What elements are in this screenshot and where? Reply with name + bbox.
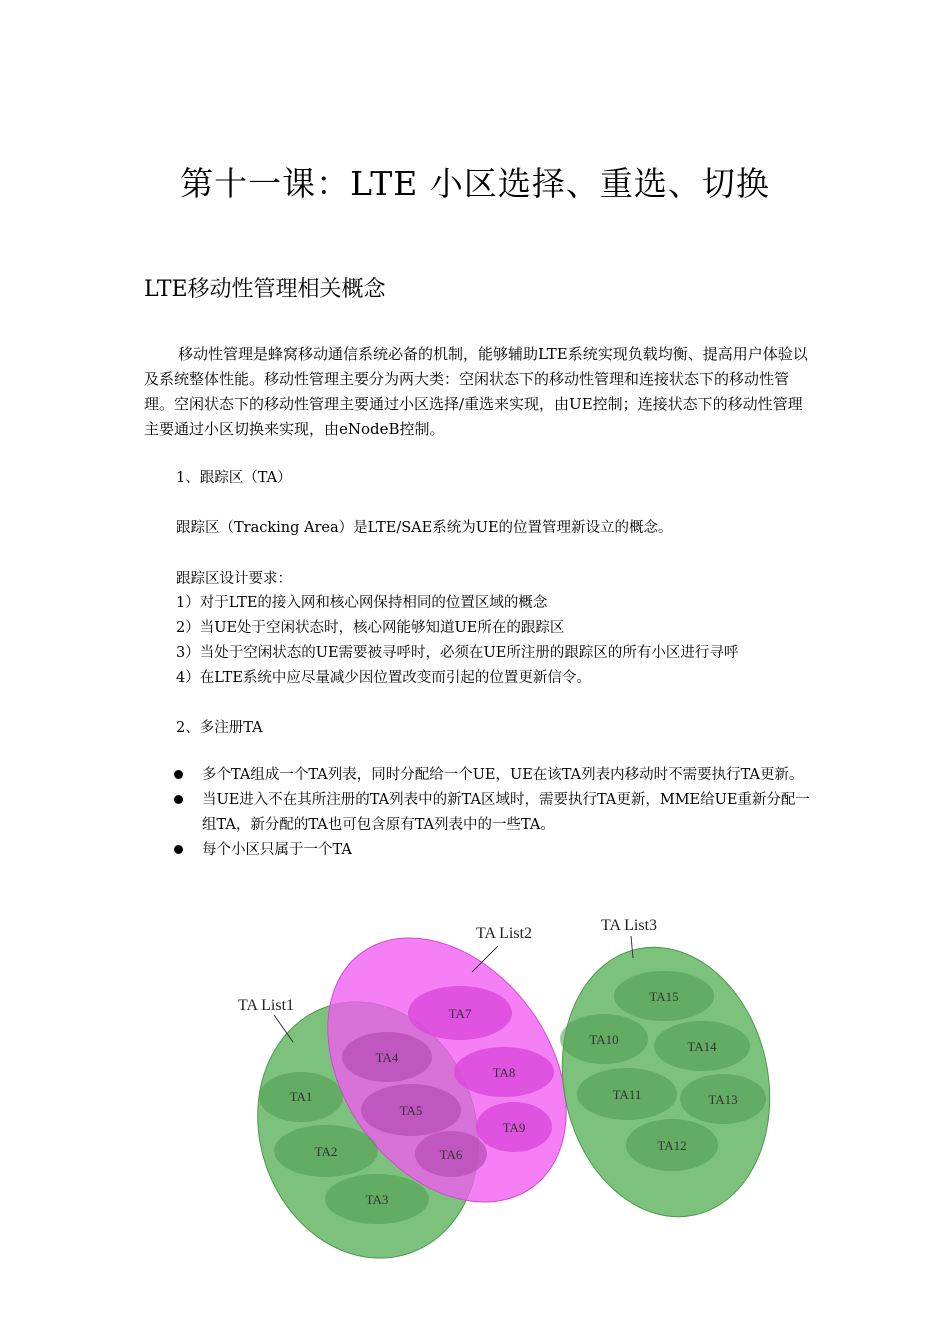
ta7-label: TA7 — [448, 1006, 472, 1021]
bullet-dot-icon — [174, 795, 183, 804]
ta5-label: TA5 — [399, 1103, 423, 1118]
ta-requirements-heading: 跟踪区设计要求： — [176, 571, 292, 587]
ta-heading: 1、跟踪区（TA） — [176, 470, 292, 486]
requirement-item: 2）当UE处于空闲状态时，核心网能够知道UE所在的跟踪区 — [176, 620, 565, 636]
ta12-label: TA12 — [657, 1138, 687, 1153]
bullet-item — [170, 763, 820, 788]
ta-list2-label: TA List2 — [475, 925, 533, 942]
bullet-dot-icon — [174, 770, 183, 779]
bullet-text: 每个小区只属于一个TA — [202, 842, 352, 858]
bullet-dot-icon — [174, 845, 183, 854]
ta6-label: TA6 — [439, 1147, 463, 1162]
ta-list1-label: TA List1 — [237, 997, 295, 1014]
requirement-item: 4）在LTE系统中应尽量减少因位置改变而引起的位置更新信令。 — [176, 670, 591, 686]
ta1-label: TA1 — [289, 1089, 313, 1104]
ta10-label: TA10 — [589, 1032, 619, 1047]
bullet-item — [170, 788, 820, 838]
ta8-label: TA8 — [492, 1065, 516, 1080]
ta2-label: TA2 — [314, 1144, 338, 1159]
requirement-item: 1）对于LTE的接入网和核心网保持相同的位置区域的概念 — [176, 595, 548, 611]
bullet-text: 多个TA组成一个TA列表，同时分配给一个UE，UE在该TA列表内移动时不需要执行TA更新。 — [202, 767, 804, 783]
ta11-label: TA11 — [612, 1087, 642, 1102]
multi-ta-heading: 2、多注册TA — [176, 720, 263, 736]
ta4-label: TA4 — [375, 1050, 399, 1065]
ta3-label: TA3 — [365, 1192, 389, 1207]
page-title: 第十一课：LTE 小区选择、重选、切换 — [180, 164, 770, 203]
ta9-label: TA9 — [502, 1120, 526, 1135]
section-heading: LTE移动性管理相关概念 — [144, 277, 386, 302]
ta13-label: TA13 — [708, 1092, 738, 1107]
bullet-text: 当UE进入不在其所注册的TA列表中的新TA区域时，需要执行TA更新，MME给UE重新分配一组TA，新分配的TA也可包含原有TA列表中的一些TA。 — [202, 792, 810, 833]
ta-list3-label: TA List3 — [600, 917, 658, 934]
multi-ta-bullet-list — [170, 763, 820, 863]
ta15-label: TA15 — [649, 989, 679, 1004]
intro-paragraph: 移动性管理是蜂窝移动通信系统必备的机制，能够辅助LTE系统实现负载均衡、提高用户体验以及系统整体性能。移动性管理主要分为两大类：空闲状态下的移动性管理和连接状态下的移动性管理。空闲状态下的移动性管理主要通过小区选择/重选来实现，由UE控制；连接状态下的移动性管理主要通过小区切换来实现，由eNodeB控制。 — [144, 345, 808, 438]
ta-definition: 跟踪区（Tracking Area）是LTE/SAE系统为UE的位置管理新设立的概念。 — [176, 520, 673, 536]
bullet-item — [170, 838, 820, 863]
ta-list-diagram — [0, 900, 950, 1260]
requirement-item: 3）当处于空闲状态的UE需要被寻呼时，必须在UE所注册的跟踪区的所有小区进行寻呼 — [176, 645, 739, 661]
ta14-label: TA14 — [687, 1039, 717, 1054]
